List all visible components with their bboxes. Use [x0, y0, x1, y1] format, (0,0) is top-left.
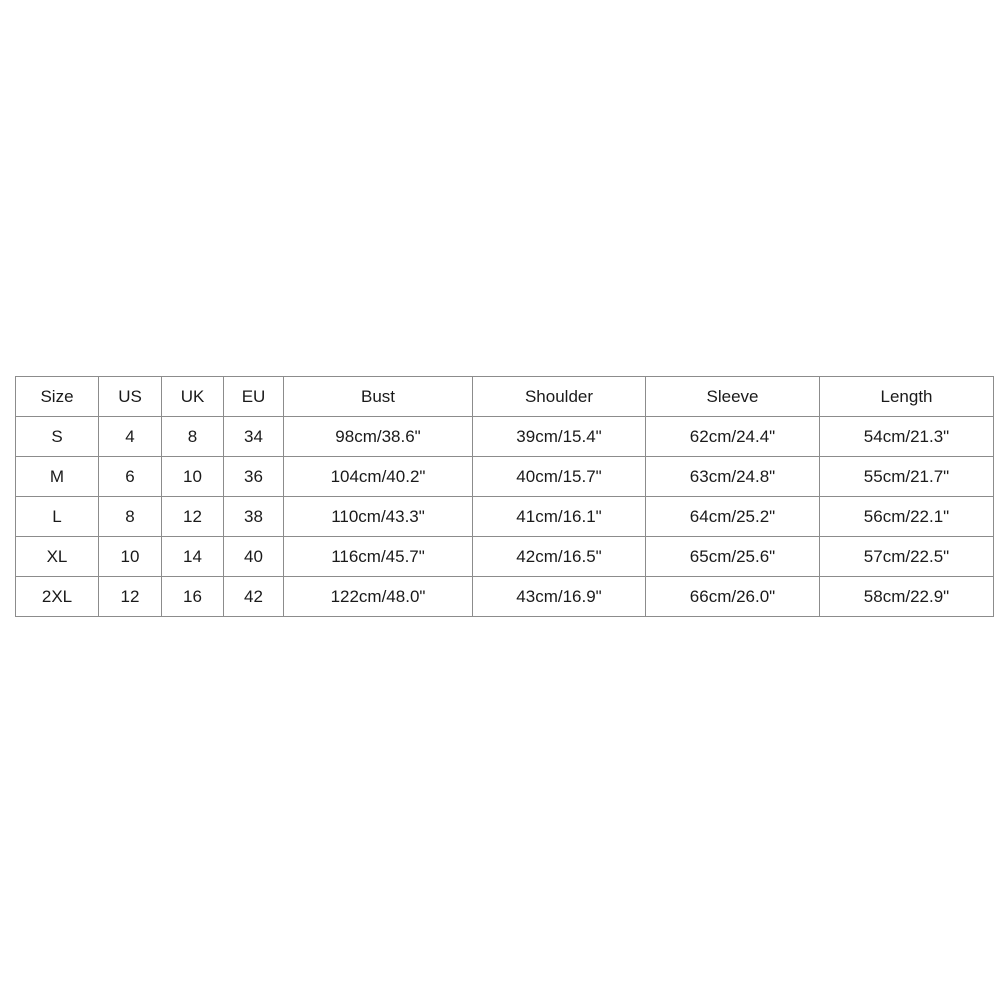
header-sleeve: Sleeve: [646, 377, 820, 417]
cell-length: 55cm/21.7": [820, 457, 994, 497]
table-row: [16, 537, 994, 577]
cell-uk: 16: [162, 577, 224, 617]
cell-us: 8: [99, 497, 162, 537]
header-length: Length: [820, 377, 994, 417]
cell-eu: 40: [224, 537, 284, 577]
cell-eu: 34: [224, 417, 284, 457]
cell-length: 54cm/21.3": [820, 417, 994, 457]
cell-size: 2XL: [16, 577, 99, 617]
cell-sleeve: 63cm/24.8": [646, 457, 820, 497]
cell-bust: 110cm/43.3": [284, 497, 473, 537]
cell-uk: 12: [162, 497, 224, 537]
table-row: [16, 417, 994, 457]
cell-sleeve: 62cm/24.4": [646, 417, 820, 457]
cell-eu: 42: [224, 577, 284, 617]
cell-length: 58cm/22.9": [820, 577, 994, 617]
cell-shoulder: 42cm/16.5": [473, 537, 646, 577]
header-uk: UK: [162, 377, 224, 417]
cell-bust: 116cm/45.7": [284, 537, 473, 577]
cell-bust: 104cm/40.2": [284, 457, 473, 497]
cell-sleeve: 66cm/26.0": [646, 577, 820, 617]
cell-us: 6: [99, 457, 162, 497]
table-row: [16, 457, 994, 497]
header-size: Size: [16, 377, 99, 417]
table-row: [16, 497, 994, 537]
cell-length: 57cm/22.5": [820, 537, 994, 577]
cell-uk: 14: [162, 537, 224, 577]
cell-uk: 10: [162, 457, 224, 497]
cell-us: 10: [99, 537, 162, 577]
cell-bust: 98cm/38.6": [284, 417, 473, 457]
cell-size: M: [16, 457, 99, 497]
cell-eu: 38: [224, 497, 284, 537]
cell-uk: 8: [162, 417, 224, 457]
cell-bust: 122cm/48.0": [284, 577, 473, 617]
cell-size: XL: [16, 537, 99, 577]
cell-eu: 36: [224, 457, 284, 497]
cell-us: 12: [99, 577, 162, 617]
header-bust: Bust: [284, 377, 473, 417]
cell-length: 56cm/22.1": [820, 497, 994, 537]
cell-shoulder: 39cm/15.4": [473, 417, 646, 457]
cell-size: S: [16, 417, 99, 457]
header-shoulder: Shoulder: [473, 377, 646, 417]
cell-sleeve: 65cm/25.6": [646, 537, 820, 577]
cell-shoulder: 40cm/15.7": [473, 457, 646, 497]
table-row: [16, 577, 994, 617]
header-us: US: [99, 377, 162, 417]
cell-shoulder: 43cm/16.9": [473, 577, 646, 617]
cell-shoulder: 41cm/16.1": [473, 497, 646, 537]
size-chart-table: [15, 376, 994, 617]
cell-sleeve: 64cm/25.2": [646, 497, 820, 537]
cell-us: 4: [99, 417, 162, 457]
cell-size: L: [16, 497, 99, 537]
header-eu: EU: [224, 377, 284, 417]
table-header-row: [16, 377, 994, 417]
